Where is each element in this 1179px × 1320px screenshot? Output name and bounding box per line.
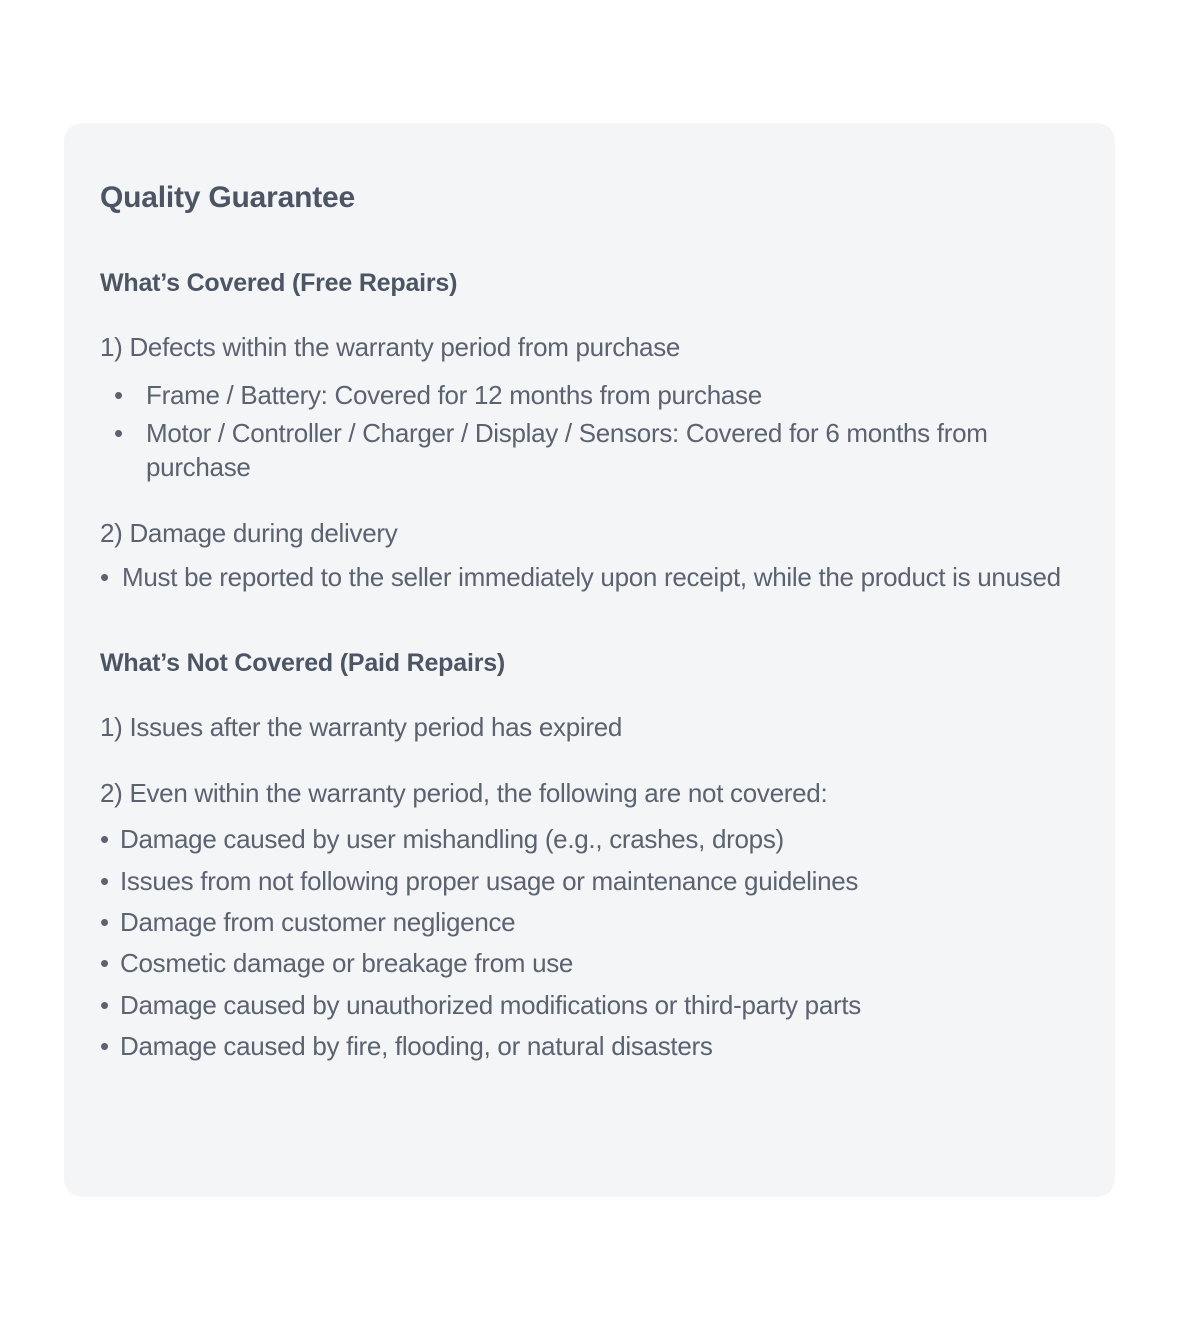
list-item-label: Damage from customer negligence bbox=[120, 906, 516, 937]
quality-guarantee-card bbox=[64, 123, 1115, 1197]
page-title: Quality Guarantee bbox=[100, 181, 356, 214]
list-item bbox=[114, 378, 1069, 412]
not-covered-heading: What’s Not Covered (Paid Repairs) bbox=[100, 648, 506, 677]
bullet-icon: • bbox=[114, 417, 123, 448]
bullet-icon: • bbox=[100, 562, 109, 593]
list-item-label: Motor / Controller / Charger / Display / Sensors: Covered for 6 months from purchase bbox=[146, 417, 988, 482]
bullet-icon: • bbox=[114, 380, 123, 411]
section-not-covered bbox=[100, 649, 1069, 1063]
not-covered-item-2: 2) Even within the warranty period, the following are not covered: bbox=[100, 778, 828, 809]
covered-heading: What’s Covered (Free Repairs) bbox=[100, 269, 458, 297]
list-item-label: Cosmetic damage or breakage from use bbox=[120, 948, 574, 979]
bullet-icon: • bbox=[100, 906, 109, 937]
list-item bbox=[114, 416, 1069, 485]
list-item bbox=[100, 988, 1069, 1022]
covered-item-2-bullets bbox=[100, 560, 1069, 594]
bullet-icon: • bbox=[100, 1030, 109, 1061]
list-item bbox=[100, 946, 1069, 980]
list-item bbox=[100, 560, 1069, 594]
bullet-icon: • bbox=[100, 824, 109, 855]
covered-item-1-bullets bbox=[100, 378, 1069, 484]
covered-item-2: 2) Damage during delivery bbox=[100, 518, 398, 549]
list-item-label: Must be reported to the seller immediately upon receipt, while the product is unused bbox=[122, 562, 1061, 593]
list-item-label: Damage caused by fire, flooding, or natural disasters bbox=[120, 1030, 713, 1061]
bullet-icon: • bbox=[100, 989, 109, 1020]
not-covered-item-1: 1) Issues after the warranty period has expired bbox=[100, 711, 623, 742]
list-item bbox=[100, 905, 1069, 939]
list-item-label: Issues from not following proper usage or maintenance guidelines bbox=[120, 865, 859, 896]
list-item bbox=[100, 1029, 1069, 1063]
not-covered-bullets bbox=[100, 822, 1069, 1063]
section-covered bbox=[100, 269, 1069, 595]
list-item-label: Damage caused by user mishandling (e.g., crashes, drops) bbox=[120, 824, 784, 855]
list-item bbox=[100, 822, 1069, 856]
list-item-label: Frame / Battery: Covered for 12 months from purchase bbox=[146, 380, 762, 411]
bullet-icon: • bbox=[100, 948, 109, 979]
covered-item-1: 1) Defects within the warranty period from purchase bbox=[100, 332, 681, 362]
list-item bbox=[100, 864, 1069, 898]
list-item-label: Damage caused by unauthorized modifications or third-party parts bbox=[120, 989, 861, 1020]
bullet-icon: • bbox=[100, 865, 109, 896]
